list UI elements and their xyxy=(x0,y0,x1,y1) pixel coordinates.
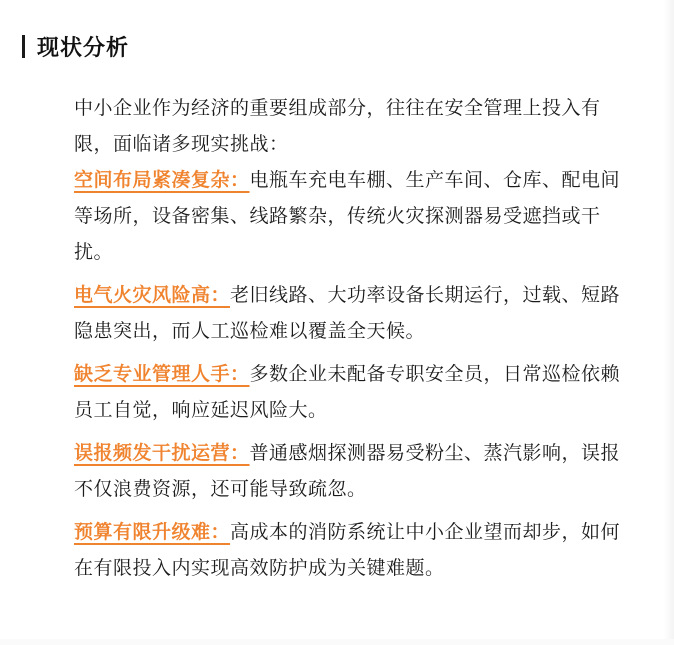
challenge-label: 缺乏专业管理人手： xyxy=(74,363,250,385)
challenge-text: 电瓶车充电车棚、生产车间、仓库、配电间等场所，设备密集、线路繁杂，传统火灾探测器易受遮挡或干扰。 xyxy=(74,169,621,263)
challenge-label: 误报频发干扰运营： xyxy=(74,442,250,464)
bottom-edge xyxy=(0,639,674,645)
header-accent-bar xyxy=(22,35,25,58)
challenge-item xyxy=(74,435,634,507)
challenge-text: 高成本的消防系统让中小企业望而却步，如何在有限投入内实现高效防护成为关键难题。 xyxy=(74,521,621,579)
right-edge-shadow xyxy=(664,0,674,645)
challenge-text: 多数企业未配备专职安全员，日常巡检依赖员工自觉，响应延迟风险大。 xyxy=(74,363,621,421)
challenge-text: 普通感烟探测器易受粉尘、蒸汽影响，误报不仅浪费资源，还可能导致疏忽。 xyxy=(74,442,621,500)
challenge-label: 预算有限升级难： xyxy=(74,521,231,543)
challenge-label: 空间布局紧凑复杂： xyxy=(74,169,250,191)
content-body xyxy=(74,90,634,586)
intro-paragraph: 中小企业作为经济的重要组成部分，往往在安全管理上投入有限，面临诸多现实挑战： xyxy=(74,97,601,155)
challenge-label: 电气火灾风险高： xyxy=(74,284,231,306)
challenge-text: 老旧线路、大功率设备长期运行，过载、短路隐患突出，而人工巡检难以覆盖全天候。 xyxy=(74,284,621,342)
challenge-item xyxy=(74,162,634,270)
challenge-item xyxy=(74,514,634,586)
challenge-item xyxy=(74,277,634,349)
section-title: 现状分析 xyxy=(37,35,130,61)
section-header xyxy=(22,28,129,64)
challenge-item xyxy=(74,356,634,428)
